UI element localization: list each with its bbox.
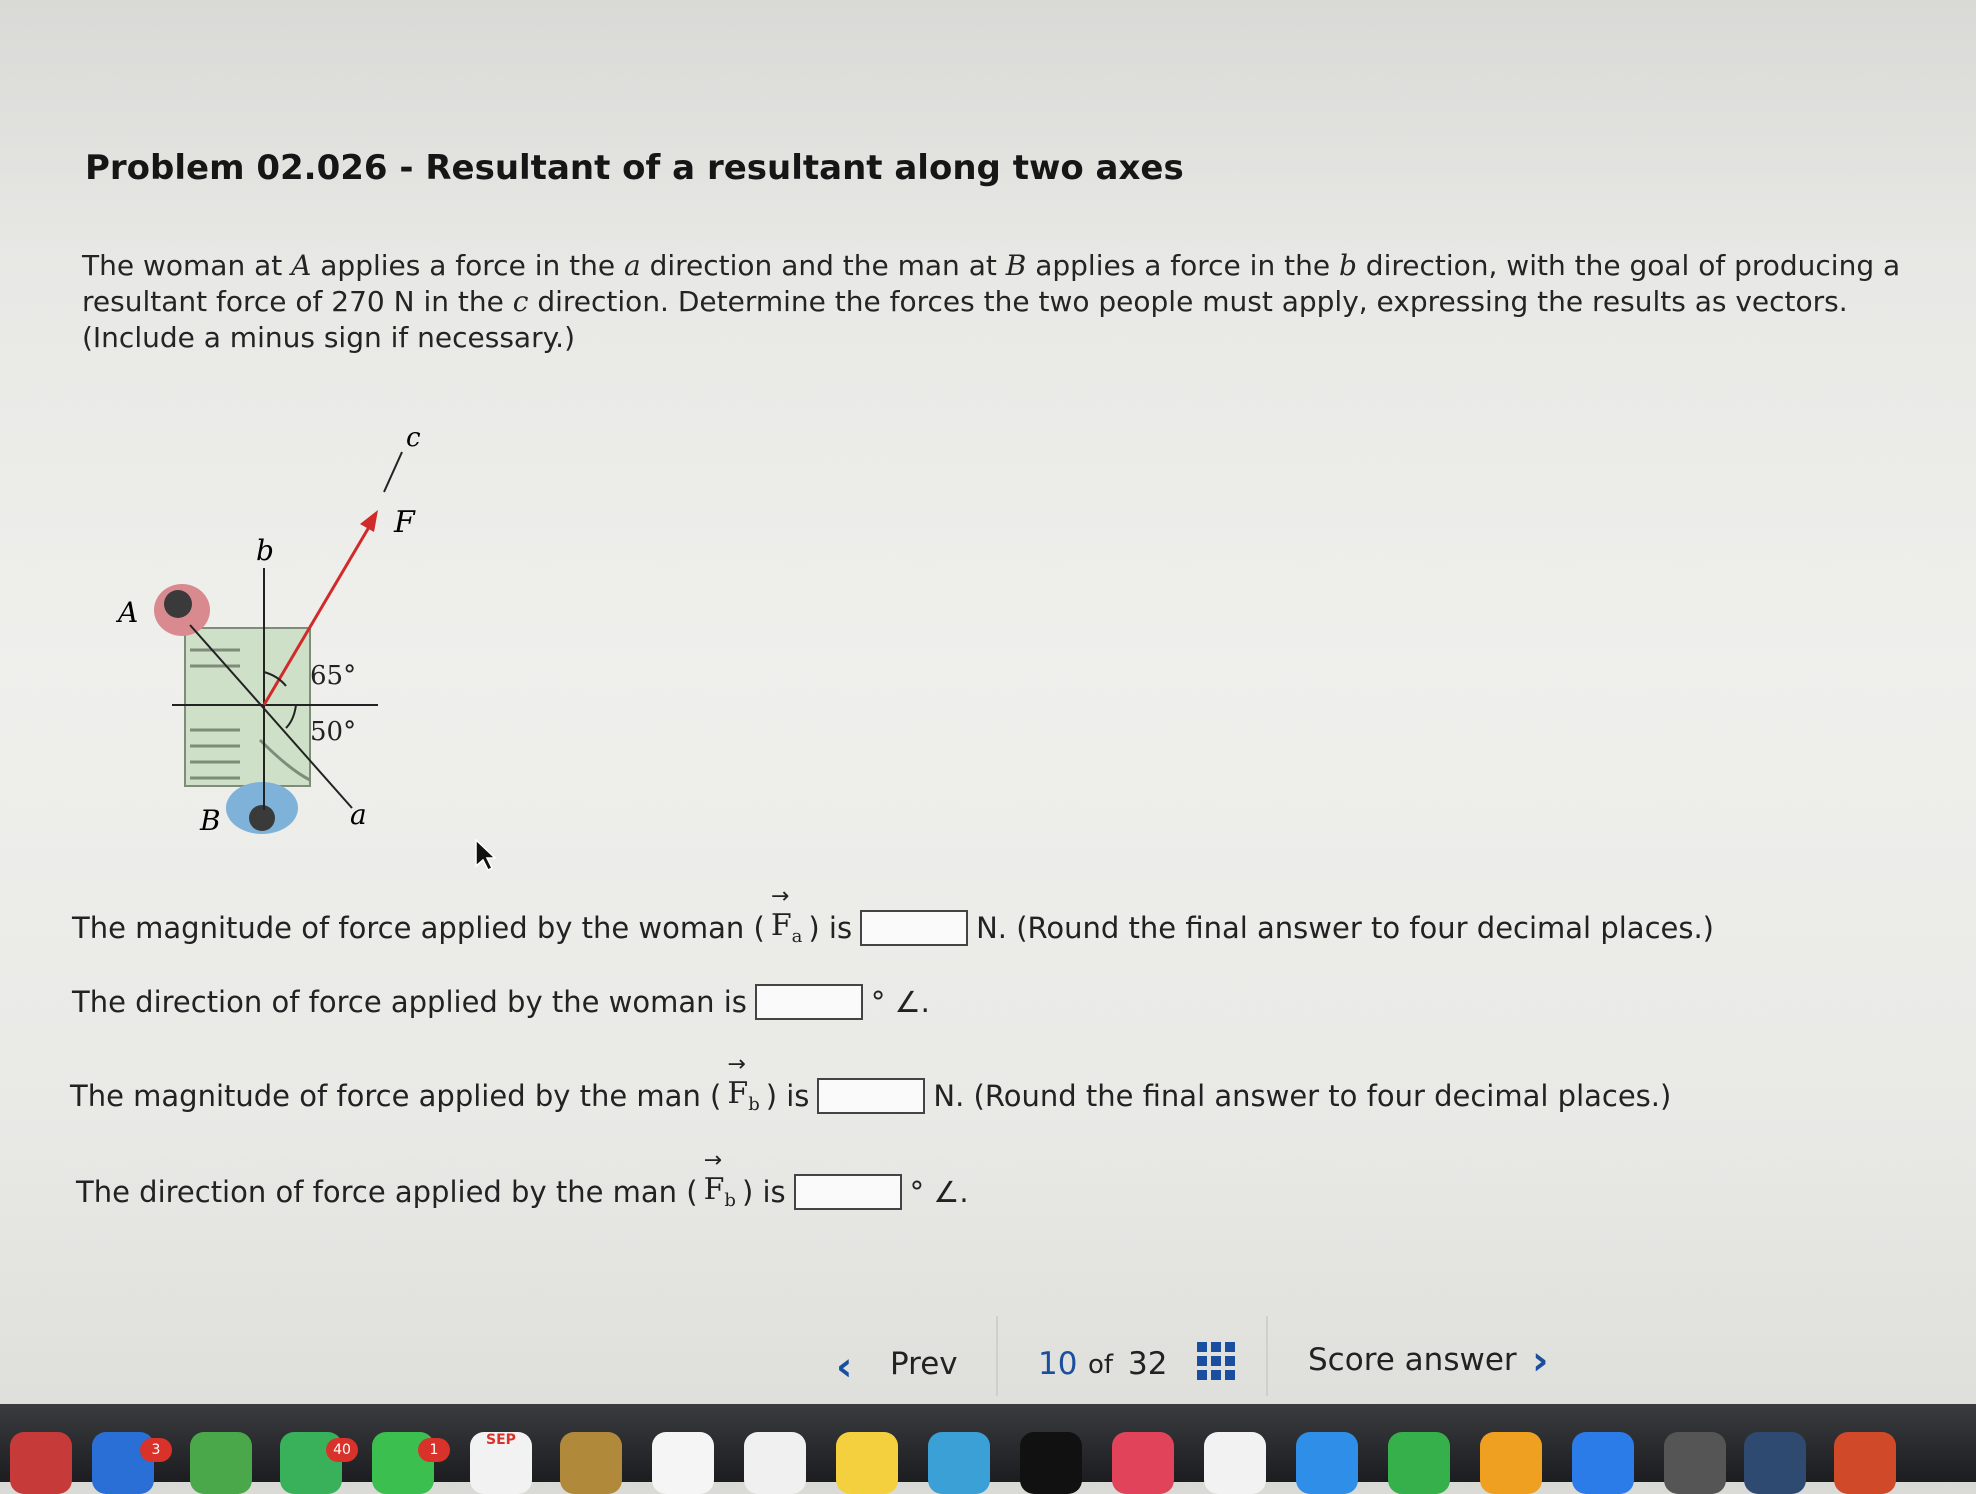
question-text: The direction of force applied by the man (: [76, 1174, 698, 1209]
question-grid-icon[interactable]: [1197, 1342, 1235, 1380]
angle-label-65: 65°: [310, 661, 357, 691]
vector-subscript: b: [748, 1094, 760, 1115]
dock-app-icon[interactable]: [560, 1432, 622, 1494]
notification-badge: 3: [140, 1438, 172, 1462]
dock-app-icon[interactable]: [372, 1432, 439, 1494]
label-B: B: [200, 804, 221, 837]
current-question-number: 10: [1038, 1346, 1078, 1382]
question-man-direction: [76, 1148, 969, 1211]
man-direction-input[interactable]: [794, 1174, 902, 1210]
divider: [996, 1316, 998, 1396]
news-icon[interactable]: [1204, 1432, 1266, 1494]
vector-subscript: b: [724, 1190, 736, 1211]
dock-app-icon[interactable]: [280, 1432, 351, 1494]
c-axis: [384, 452, 402, 492]
vector-letter: F: [727, 1076, 749, 1111]
prev-button[interactable]: Prev: [890, 1346, 958, 1382]
label-b: b: [256, 534, 274, 567]
question-text: ) is: [765, 1078, 810, 1113]
woman-direction-input[interactable]: [755, 984, 863, 1020]
woman-magnitude-input[interactable]: [860, 910, 968, 946]
score-answer-button[interactable]: Score answer: [1308, 1342, 1517, 1378]
var-c: c: [512, 285, 529, 318]
music-icon[interactable]: [1112, 1432, 1174, 1494]
of-label: of: [1088, 1350, 1114, 1380]
question-text: The direction of force applied by the woman is: [72, 985, 747, 1019]
problem-statement: [82, 248, 1912, 356]
vector-arrow: →: [703, 1148, 723, 1173]
pages-icon[interactable]: [1480, 1432, 1542, 1494]
preview-icon[interactable]: [1744, 1432, 1806, 1494]
vector-letter: F: [770, 908, 792, 943]
label-a: a: [350, 798, 367, 831]
chevron-right-icon[interactable]: ›: [1532, 1338, 1549, 1384]
problem-text: The woman at: [82, 249, 292, 282]
question-text: ) is: [741, 1174, 786, 1209]
force-diagram: [110, 410, 440, 860]
problem-text: direction, with the goal of producing a resultant force of 270 N in the: [82, 249, 1901, 318]
dock-app-icon[interactable]: [10, 1432, 72, 1494]
man-magnitude-input[interactable]: [817, 1078, 925, 1114]
question-text: The magnitude of force applied by the woman (: [72, 910, 765, 945]
angle-label-50: 50°: [310, 717, 357, 747]
problem-text: applies a force in the: [311, 249, 624, 282]
problem-title: Problem 02.026 - Resultant of a resultant along two axes: [85, 148, 1184, 188]
problem-text: direction. Determine the forces the two people must apply, expressing the results as vectors. (Include a minus sign if necessary.): [82, 285, 1848, 354]
notes-icon[interactable]: [836, 1432, 898, 1494]
vector-subscript: a: [791, 926, 803, 947]
var-B: B: [1005, 249, 1027, 282]
numbers-icon[interactable]: [1388, 1432, 1450, 1494]
photos-icon[interactable]: [652, 1432, 714, 1494]
label-c: c: [406, 423, 421, 453]
question-woman-magnitude: [72, 884, 1714, 947]
notification-badge: 1: [418, 1438, 450, 1462]
divider: [1266, 1316, 1268, 1396]
vector-Fb: [727, 1052, 760, 1115]
vector-Fb: [703, 1148, 736, 1211]
label-A: A: [118, 596, 139, 629]
dock-app-icon[interactable]: [744, 1432, 806, 1494]
degree-angle-suffix: ° ∠.: [909, 1174, 969, 1209]
question-text: N. (Round the final answer to four decimal places.): [976, 910, 1714, 945]
man-icon: [226, 782, 298, 834]
force-F-arrowhead: [360, 510, 378, 532]
question-text: N. (Round the final answer to four decimal places.): [933, 1078, 1672, 1113]
woman-icon: [154, 584, 210, 636]
problem-text: direction and the man at: [640, 249, 1006, 282]
notification-badge: 40: [326, 1438, 358, 1462]
powerpoint-icon[interactable]: [1834, 1432, 1896, 1494]
mouse-cursor-icon: [474, 838, 496, 872]
total-questions: 32: [1128, 1346, 1168, 1382]
macos-dock: [0, 1404, 1976, 1482]
question-man-magnitude: [70, 1052, 1672, 1115]
vector-arrow: →: [770, 884, 790, 909]
question-woman-direction: [72, 984, 930, 1020]
calendar-icon[interactable]: [470, 1432, 532, 1494]
tv-icon[interactable]: [1020, 1432, 1082, 1494]
dock-app-icon[interactable]: [928, 1432, 990, 1494]
question-text: ) is: [808, 910, 853, 945]
app-store-icon[interactable]: [1572, 1432, 1634, 1494]
var-b: b: [1338, 249, 1357, 282]
keynote-icon[interactable]: [1296, 1432, 1358, 1494]
chevron-left-icon[interactable]: ‹: [836, 1344, 853, 1390]
calendar-month: SEP: [486, 1432, 516, 1448]
question-text: The magnitude of force applied by the man (: [70, 1078, 722, 1113]
problem-text: applies a force in the: [1026, 249, 1339, 282]
vector-arrow: →: [727, 1052, 746, 1077]
vector-Fa: [770, 884, 803, 947]
degree-angle-suffix: ° ∠.: [870, 985, 930, 1019]
label-F: F: [394, 505, 415, 540]
var-A: A: [291, 249, 312, 282]
settings-icon[interactable]: [1664, 1432, 1726, 1494]
dock-app-icon[interactable]: [190, 1432, 252, 1494]
vector-letter: F: [703, 1172, 725, 1207]
var-a: a: [623, 249, 641, 282]
dock-app-icon[interactable]: [92, 1432, 161, 1494]
